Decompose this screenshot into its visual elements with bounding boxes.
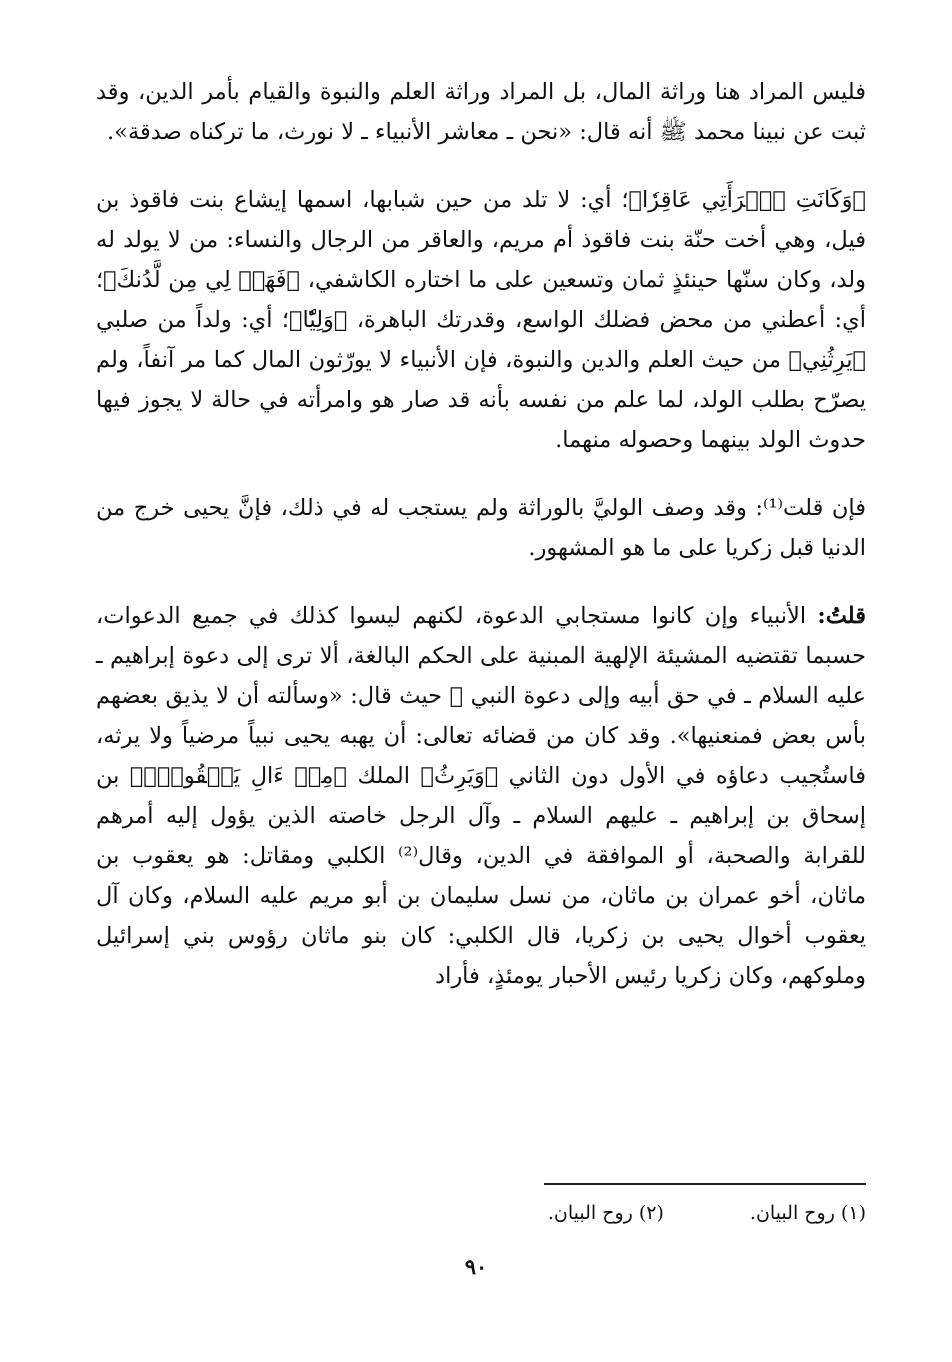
paragraph-1-text: فليس المراد هنا وراثة المال، بل المراد وراثة العلم والنبوة والقيام بأمر الدين، وقد ثبت عن نبينا محمد ﷺ أنه قال: «نحن ـ معاشر الأنبياء ـ لا نورث، ما تركناه صدقة». [96,79,866,145]
paragraph-4-lead: قلتُ: [817,603,866,629]
paragraph-3 [96,488,866,568]
footnote-1: (١) روح البيان. [749,1202,866,1224]
footnote-2: (٢) روح البيان. [547,1202,664,1224]
paragraph-4-text: الأنبياء وإن كانوا مستجابي الدعوة، لكنهم ليسوا كذلك في جميع الدعوات، حسبما تقتضيه المشيئة الإلهية المبنية على الحكم البالغة، ألا ترى إلى دعوة إبراهيم ـ عليه السلام ـ في حق أبيه وإلى دعوة النبي ﷺ حيث قال: «وسألته أن لا يذيق بعضهم بأس بعض فمنعنيها». وقد كان من قضائه تعالى: أن يهبه يحيى نبياً مرضياً ولا يرثه، فاستُجيب دعاؤه في الأول دون الثاني ﴿وَيَرِثُ﴾ الملك ﴿مِنۡ ءَالِ يَعۡقُوبَۖ﴾ بن إسحاق بن إبراهيم ـ عليهم السلام ـ وآل الرجل خاصته الذين يؤول إليه أمرهم للقرابة والصحبة، أو الموافقة في الدين، وقال⁽²⁾ الكلبي ومقاتل: هو يعقوب بن ماثان، أخو عمران بن ماثان، من نسل سليمان بن أبو مريم عليه السلام، وكان آل يعقوب أخوال يحيى بن زكريا، قال الكلبي: كان بنو ماثان رؤوس بني إسرائيل وملوكهم، وكان زكريا رئيس الأحبار يومئذٍ، فأراد [96,603,867,989]
page-body [96,72,866,996]
paragraph-2 [96,180,866,460]
paragraph-3-text: فإن قلت⁽¹⁾: وقد وصف الوليَّ بالوراثة ولم يستجب له في ذلك، فإنَّ يحيى خرج من الدنيا قبل زكريا على ما هو المشهور. [96,495,867,561]
footnotes [266,1198,866,1228]
paragraph-2-text: ﴿وَكَانَتِ ٱمۡرَأَتِي عَاقِرٗا﴾؛ أي: لا تلد من حين شبابها، اسمها إيشاع بنت فاقوذ بن فيل، وهي أخت حنّة بنت فاقوذ أم مريم، والعاقر من الرجال والنساء: من لا يولد له ولد، وكان سنّها حينئذٍ ثمان وتسعين على ما اختاره الكاشفي، ﴿فَهَبۡ لِي مِن لَّدُنكَ﴾؛ أي: أعطني من محض فضلك الواسع، وقدرتك الباهرة، ﴿وَلِيّٗا﴾؛ أي: ولداً من صلبي ﴿يَرِثُنِي﴾ من حيث العلم والدين والنبوة، فإن الأنبياء لا يورّثون المال كما مر آنفاً، ولم يصرّح بطلب الولد، لما علم من نفسه بأنه قد صار هو وامرأته في حالة لا يجوز فيها حدوث الولد بينهما وحصوله منهما. [96,187,866,453]
paragraph-4 [96,596,866,996]
page-number: ٩٠ [464,1254,488,1279]
footnote-divider [544,1183,866,1185]
paragraph-1 [96,72,866,152]
